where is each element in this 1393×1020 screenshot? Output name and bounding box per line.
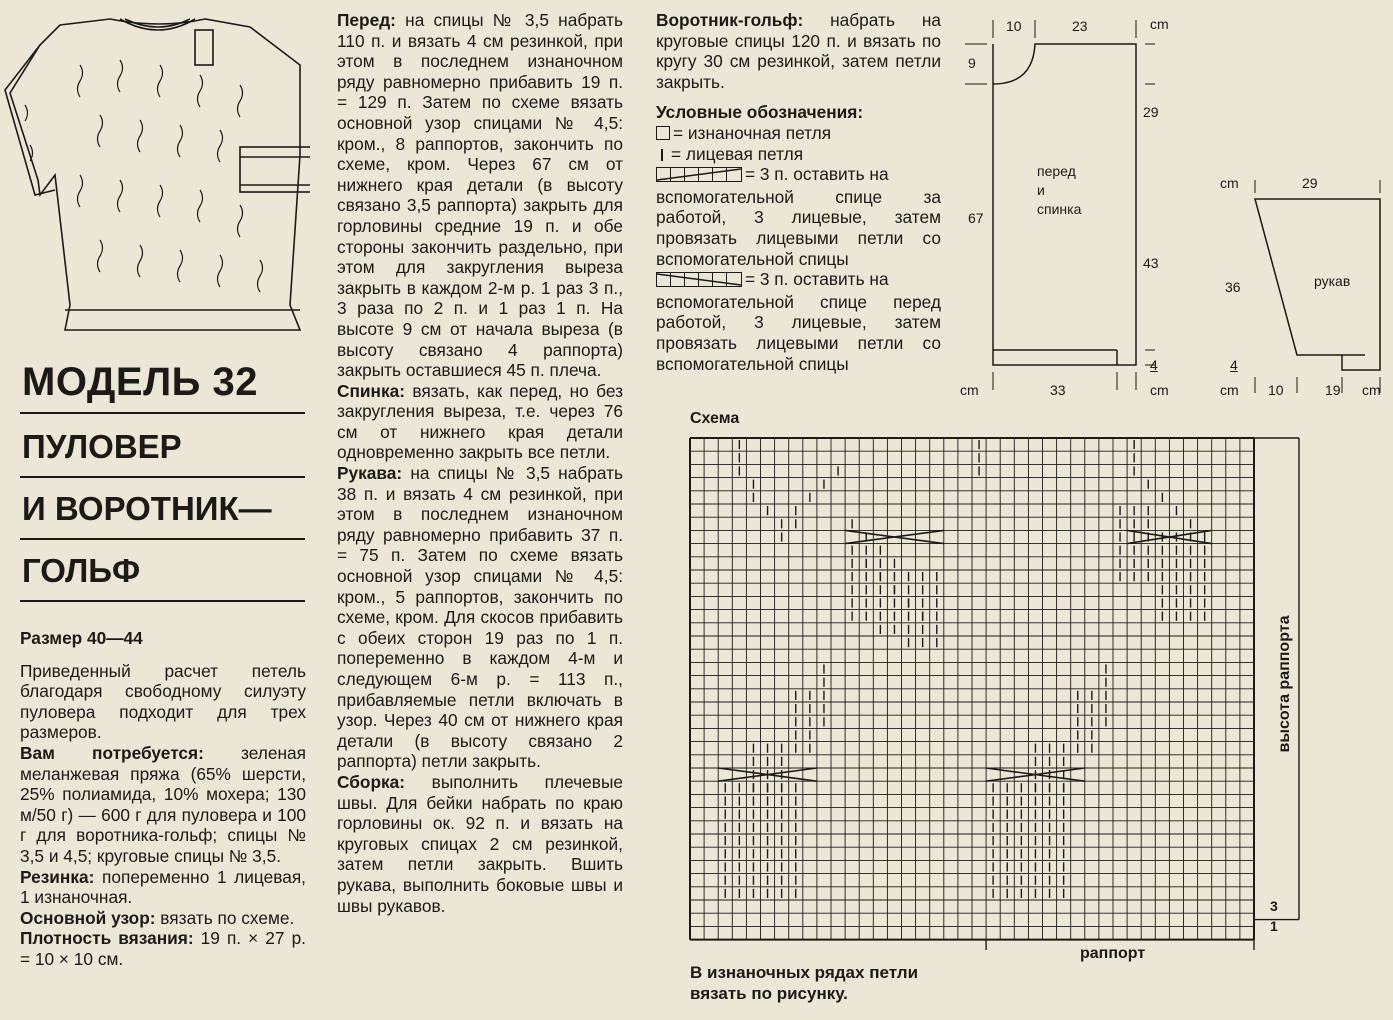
- dim-h9: 9: [968, 55, 976, 71]
- title-golf: ГОЛЬФ: [22, 552, 141, 589]
- repeat-label: раппорт: [1080, 945, 1146, 962]
- rib-text: попеременно 1 лицевая, 1 изнаночная.: [20, 866, 306, 908]
- middle-column: [337, 10, 623, 916]
- purl-symbol-icon: [656, 126, 670, 140]
- collar-label: Воротник-гольф:: [656, 10, 804, 30]
- legend-cable-back-text1: = 3 п. оставить на: [745, 164, 889, 185]
- row-label-1: 1: [1270, 918, 1278, 934]
- front-label: Перед:: [337, 10, 396, 30]
- model-heading: МОДЕЛЬ 32: [22, 360, 259, 404]
- intro-text: Приведенный расчет петель благодаря свободному силуэту пуловера подходит для трех размеров.: [20, 660, 306, 743]
- sleeve-label: рукав: [1314, 273, 1351, 289]
- legend-knit: [656, 144, 941, 165]
- legend-title: Условные обозначения:: [656, 102, 864, 123]
- sleeve-h4: 4: [1230, 357, 1238, 373]
- sleeve-cm-bottom-left: cm: [1220, 382, 1239, 398]
- collar-text: набрать на круговые спицы 120 п. и вязать по кругу 30 см резинкой, затем петли закрыть.: [656, 10, 941, 92]
- front-label: перед: [1037, 163, 1076, 179]
- materials-label: Вам потребуется:: [20, 742, 204, 763]
- sleeve-pattern-diagram: [1215, 175, 1390, 395]
- dim-w10: 10: [1006, 18, 1022, 34]
- sleeve-cm-bottom-right: cm: [1362, 382, 1381, 398]
- title-collar: И ВОРОТНИК—: [22, 490, 272, 527]
- sleeve-h36: 36: [1225, 279, 1241, 295]
- rule: [20, 412, 305, 414]
- legend-purl-text: = изнаночная петля: [673, 122, 832, 143]
- assembly-label: Сборка:: [337, 771, 406, 792]
- left-column: [20, 628, 306, 970]
- dim-cm-bottom-left: cm: [960, 382, 979, 398]
- dim-w33: 33: [1050, 382, 1066, 398]
- pattern-text: вязать по схеме.: [155, 907, 295, 928]
- rule: [20, 600, 305, 602]
- sleeve-text: на спицы № 3,5 набрать 38 п. и вязать 4 см резинкой, при этом в последнем изнаночном ряду равномерно прибавить 37 п. = 75 п. Затем по схеме вязать основной узор спицами № 4,5: кром., 5 раппортов, закончить по схеме, кром. Для скосов прибавить с обеих сторон 19 раз по 1 п. попеременно в каждом 4-м и следующем 6-м р. = 113 п., прибавляемые петли включать в узор. Через 40 см от нижнего края детали (в высоту связано 2 раппорта) петли закрыть.: [337, 463, 623, 772]
- legend-cable-back: [656, 164, 941, 187]
- size-title: Размер 40—44: [20, 628, 143, 648]
- chart-title: Схема: [690, 410, 740, 427]
- cable-back-symbol-icon: [656, 166, 742, 187]
- sleeve-w29: 29: [1302, 175, 1318, 191]
- chart-note-line2: вязать по рисунку.: [690, 984, 848, 1003]
- materials-para: [20, 743, 306, 867]
- and-label: и: [1037, 182, 1045, 198]
- density-para: [20, 928, 306, 969]
- title-pullover: ПУЛОВЕР: [22, 428, 182, 465]
- collar-para: [656, 10, 941, 92]
- materials-text: зеленая меланжевая пряжа (65% шерсти, 25% полиамида, 10% мохера; 130 м/50 г) — 600 г для пуловера и 100 г для воротника-гольф; спицы № 3,5 и 4,5; круговые спицы № 3,5.: [20, 742, 307, 866]
- sleeve-para: [337, 463, 623, 772]
- repeat-height-label: высота раппорта: [1276, 615, 1293, 753]
- legend-cable-front-text2: вспомогательной спице перед работой, 3 лицевые, затем провязать лицевыми петли со вспомогательной спицы: [656, 291, 941, 374]
- right-column: [656, 10, 941, 374]
- back-text: вязать, как перед, но без закругления выреза, т.е. через 76 см от нижнего края детали одновременно закрыть все петли.: [337, 380, 623, 463]
- sweater-illustration: [0, 5, 310, 335]
- row-label-3: 3: [1270, 898, 1278, 914]
- back-para: [337, 381, 623, 463]
- legend-cable-back-text2: вспомогательной спице за работой, 3 лицевые, затем провязать лицевыми петли со вспомогательной спицы: [656, 186, 941, 269]
- legend-cable-front: [656, 269, 941, 292]
- chart-note: [690, 962, 918, 1004]
- dim-h4: 4: [1150, 357, 1158, 373]
- front-para: [337, 10, 623, 381]
- back-label: спинка: [1037, 201, 1082, 217]
- rib-label: Резинка:: [20, 866, 95, 887]
- sleeve-label: Рукава:: [337, 463, 403, 484]
- dim-h29: 29: [1143, 104, 1159, 120]
- pattern-label: Основной узор:: [20, 907, 156, 928]
- legend-cable-front-text1: = 3 п. оставить на: [745, 269, 889, 290]
- density-label: Плотность вязания:: [20, 928, 194, 949]
- legend-purl: [656, 123, 941, 144]
- knit-symbol-icon: [656, 149, 668, 161]
- pattern-para: [20, 908, 306, 929]
- sleeve-w19: 19: [1325, 382, 1341, 398]
- assembly-text: выполнить плечевые швы. Для бейки набрать по краю горловины ок. 92 п. и вязать на круговых спицах 2 см резинкой, затем петли закрыть. Вшить рукава, выполнить боковые швы и швы рукавов.: [337, 771, 623, 916]
- knitting-chart: [686, 430, 1316, 950]
- legend-knit-text: = лицевая петля: [671, 143, 804, 164]
- back-label: Спинка:: [337, 380, 405, 401]
- sleeve-w10: 10: [1268, 382, 1284, 398]
- dim-cm-bottom-right: cm: [1150, 382, 1169, 398]
- rule: [20, 538, 305, 540]
- rib-para: [20, 867, 306, 908]
- chart-note-line1: В изнаночных рядах петли: [690, 963, 919, 982]
- sleeve-cm-top: cm: [1220, 175, 1239, 191]
- dim-h43: 43: [1143, 255, 1159, 271]
- repeat-height-label-wrap: [1270, 600, 1300, 780]
- dim-w23: 23: [1072, 18, 1088, 34]
- front-text: на спицы № 3,5 набрать 110 п. и вязать 4 см резинкой, при этом в последнем изнаночном ряду равномерно прибавить 19 п. = 129 п. Затем по схеме вязать основной узор спицами № 4,5: кром., 8 раппортов, закончить по схеме, кром. Через 67 см от нижнего края детали (в высоту связано 3,5 раппорта) закрыть для горловины средние 19 п. и обе стороны закончить раздельно, при этом для закругления выреза закрыть в каждом 2-м р. 1 раз 3 п., 3 раза по 2 п. и 1 раз 1 п. На высоте 9 см от начала выреза (в высоту связано 4 раппорта) закрыть оставшиеся 45 п. плеча.: [337, 10, 623, 381]
- density-text: 19 п. × 27 р. = 10 × 10 см.: [20, 928, 306, 969]
- cable-front-symbol-icon: [656, 271, 742, 292]
- assembly-para: [337, 772, 623, 916]
- dim-cm-top: cm: [1150, 16, 1169, 32]
- rule: [20, 476, 305, 478]
- dim-h67: 67: [968, 210, 984, 226]
